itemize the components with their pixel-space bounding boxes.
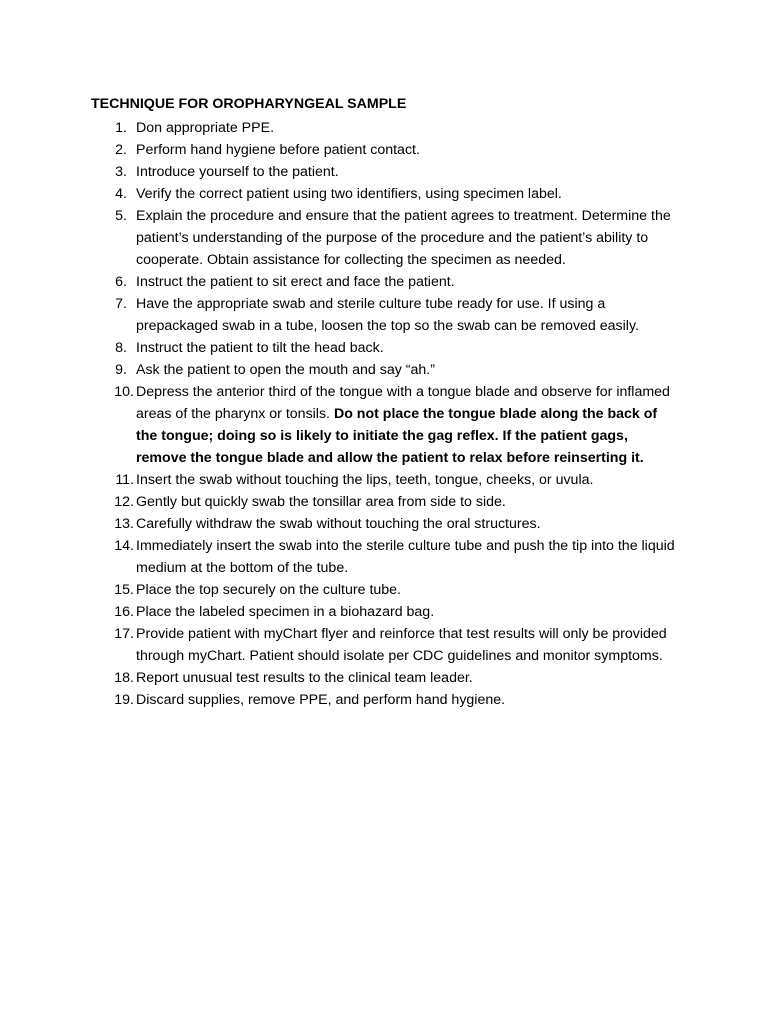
step-item [0,139,676,161]
step-number: 13. [114,516,134,532]
step-number: 2. [115,142,127,158]
step-number: 4. [115,186,127,202]
step-number: 9. [115,362,127,378]
step-text: Place the top securely on the culture tube. [136,582,401,598]
step-text: Don appropriate PPE. [136,120,275,136]
step-number: 15. [114,582,134,598]
step-text: Provide patient with myChart flyer and reinforce that test results will only be provided through myChart. Patient should isolate per CDC guidelines and monitor symptoms. [136,626,667,664]
step-text: Place the labeled specimen in a biohazard bag. [136,604,435,620]
step-number: 17. [114,626,134,642]
step-number: 18. [114,670,134,686]
step-text: Instruct the patient to sit erect and face the patient. [136,274,455,290]
step-text: Instruct the patient to tilt the head back. [136,340,384,356]
step-number: 6. [115,274,127,290]
step-item [0,293,676,337]
step-item [0,117,676,139]
step-text: Discard supplies, remove PPE, and perform hand hygiene. [136,692,506,708]
step-item [0,337,676,359]
step-item [0,381,676,469]
step-item [0,667,676,689]
step-number: 11. [115,472,134,488]
step-item [0,623,676,667]
step-text: Insert the swab without touching the lips, teeth, tongue, cheeks, or uvula. [136,472,594,488]
step-text: Introduce yourself to the patient. [136,164,339,180]
step-item [0,271,676,293]
step-number: 1. [115,120,127,136]
step-text: Report unusual test results to the clinical team leader. [136,670,473,686]
step-number: 7. [115,296,127,312]
step-item [0,535,676,579]
step-number: 5. [115,208,127,224]
step-number: 14. [114,538,134,554]
step-item [0,689,676,711]
step-text: Verify the correct patient using two identifiers, using specimen label. [136,186,562,202]
document-title: TECHNIQUE FOR OROPHARYNGEAL SAMPLE [91,96,407,112]
step-number: 8. [115,340,127,356]
step-number: 19. [114,692,134,708]
step-text: Perform hand hygiene before patient contact. [136,142,420,158]
step-text: Carefully withdraw the swab without touching the oral structures. [136,516,541,532]
step-number: 16. [114,604,134,620]
step-number: 3. [115,164,127,180]
step-item [0,161,676,183]
step-warning-text: Do not place the tongue blade along the back of the tongue; doing so is likely to initiate the gag reflex. If the patient gags, remove the tongue blade and allow the patient to relax before reinserting it. [136,406,658,466]
step-item [0,183,676,205]
step-text: Depress the anterior third of the tongue with a tongue blade and observe for inflamed areas of the pharynx or tonsils. [136,384,670,422]
step-text: Ask the patient to open the mouth and say “ah.” [136,362,435,378]
step-item [0,491,676,513]
step-item [0,469,676,491]
step-text: Gently but quickly swab the tonsillar area from side to side. [136,494,506,510]
step-text: Immediately insert the swab into the sterile culture tube and push the tip into the liquid medium at the bottom of the tube. [136,538,675,576]
steps-list [0,117,770,711]
step-item [0,513,676,535]
step-text: Explain the procedure and ensure that the patient agrees to treatment. Determine the patient’s understanding of the purpose of the procedure and the patient’s ability to cooperate. Obtain assistance for collecting the specimen as needed. [136,208,671,268]
step-text: Have the appropriate swab and sterile culture tube ready for use. If using a prepackaged swab in a tube, loosen the top so the swab can be removed easily. [136,296,639,334]
step-item [0,579,676,601]
step-number: 10. [114,384,134,400]
step-item [0,205,676,271]
step-number: 12. [114,494,134,510]
step-item [0,601,676,623]
step-item [0,359,676,381]
